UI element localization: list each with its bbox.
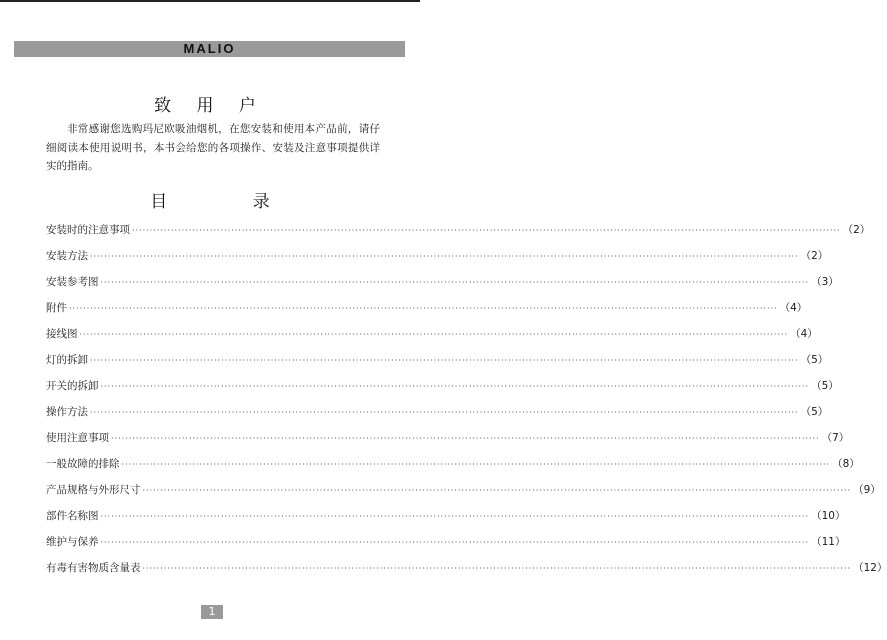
toc-item-title: 安装参考图 [46,276,99,288]
toc-item-title: 操作方法 [46,406,88,418]
brand-bar [14,41,405,57]
toc-item [46,377,839,403]
toc-title: 目 录 [150,192,310,212]
toc-item-page: （3） [811,276,839,288]
toc-leader-dots: ········································································································································································································ [79,330,789,339]
toc-item [46,273,839,299]
toc-leader-dots: ········································································································································································································ [90,252,799,261]
top-rule [0,0,420,2]
toc-item [46,559,887,585]
toc-item-page: （4） [779,302,808,314]
toc-leader-dots: ········································································································································································································ [100,382,810,391]
brand-logo: MALIO [183,41,236,56]
toc-leader-dots: ········································································································································································································ [90,356,799,365]
toc-item-page: （11） [811,536,846,548]
toc-item-page: （5） [800,354,829,366]
toc-item-page: （7） [821,432,850,444]
toc-item-page: （4） [790,328,818,340]
toc-leader-dots: ········································································································································································································ [121,460,831,469]
toc-item-title: 产品规格与外形尺寸 [46,484,141,496]
toc-item-page: （10） [811,510,846,522]
toc-item-title: 一般故障的排除 [46,458,120,470]
intro-paragraph: 非常感谢您选购玛尼欧吸油烟机，在您安装和使用本产品前，请仔细阅读本使用说明书，本书会给您的各项操作、安装及注意事项提供详实的指南。 [46,123,380,172]
toc-item-title: 安装方法 [46,250,88,262]
toc-item [46,351,829,377]
toc-item [46,429,850,455]
toc-item-title: 安装时的注意事项 [46,224,130,236]
toc-leader-dots: ········································································································································································································ [111,434,820,443]
toc-item [46,221,871,247]
toc-list [46,221,887,585]
toc-item [46,533,846,559]
toc-leader-dots: ········································································································································································································ [100,512,810,521]
toc-leader-dots: ········································································································································································································ [132,226,841,235]
toc-item-title: 灯的拆卸 [46,354,88,366]
toc-item-page: （5） [811,380,839,392]
toc-item [46,325,818,351]
toc-item-page: （12） [853,562,887,574]
toc-item [46,455,860,481]
toc-leader-dots: ········································································································································································································ [69,304,778,313]
toc-item [46,247,829,273]
toc-item-page: （8） [832,458,860,470]
toc-leader-dots: ········································································································································································································ [142,486,852,495]
toc-item-title: 接线图 [46,328,78,340]
toc-item-title: 部件名称图 [46,510,99,522]
toc-item-title: 开关的拆卸 [46,380,99,392]
toc-item-page: （2） [842,224,871,236]
toc-item-page: （2） [800,250,829,262]
toc-item [46,481,881,507]
intro-title: 致 用 户 [154,96,266,116]
toc-item-title: 维护与保养 [46,536,99,548]
toc-leader-dots: ········································································································································································································ [142,564,852,573]
toc-leader-dots: ········································································································································································································ [100,278,810,287]
page-number: 1 [201,605,223,619]
toc-item-title: 使用注意事项 [46,432,109,444]
toc-leader-dots: ········································································································································································································ [90,408,799,417]
toc-item-title: 有毒有害物质含量表 [46,562,141,574]
toc-item [46,403,829,429]
toc-item-title: 附件 [46,302,67,314]
toc-item [46,507,846,533]
toc-item [46,299,808,325]
toc-leader-dots: ········································································································································································································ [100,538,810,547]
toc-item-page: （9） [853,484,881,496]
toc-item-page: （5） [800,406,829,418]
